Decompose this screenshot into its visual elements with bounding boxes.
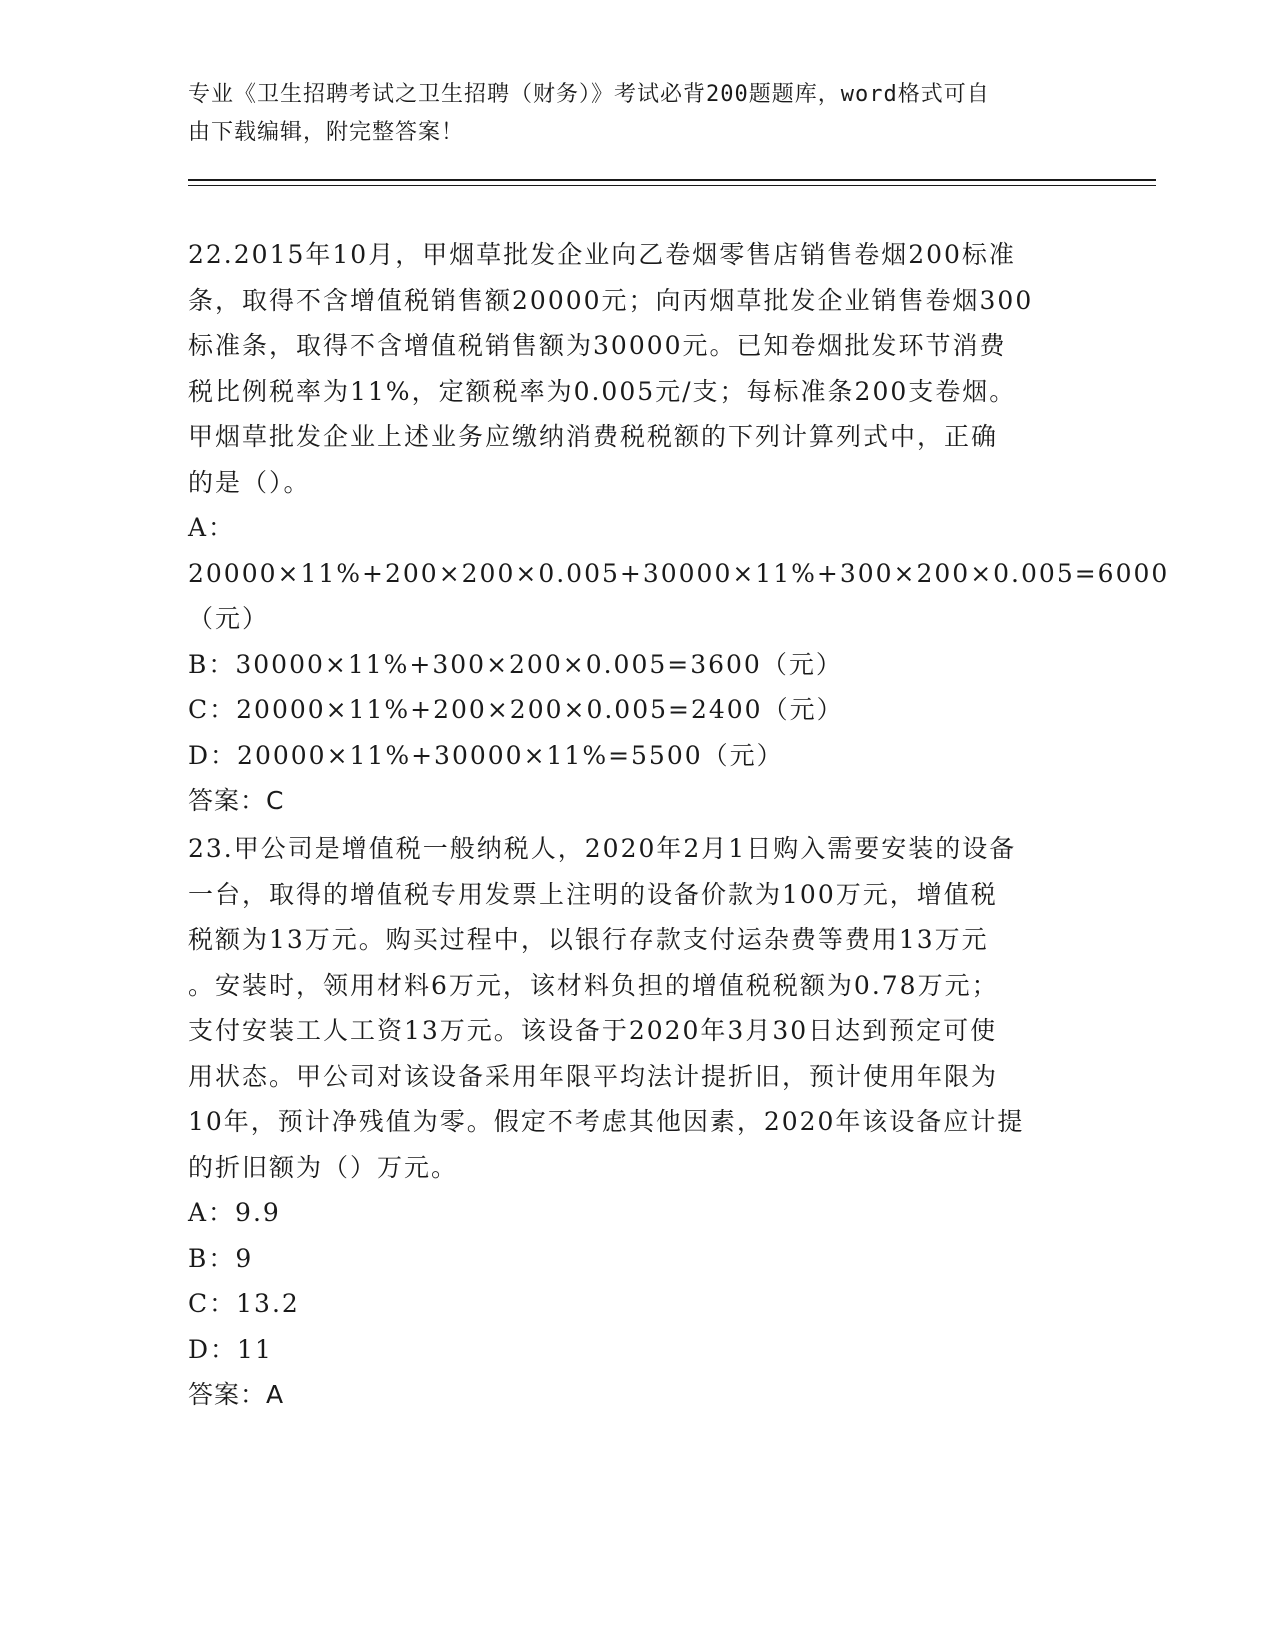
question-stem-line: 的折旧额为（）万元。 (188, 1152, 459, 1182)
question-stem-line: 甲烟草批发企业上述业务应缴纳消费税税额的下列计算列式中，正确 (188, 422, 999, 451)
question-stem-line: 的是（）。 (188, 467, 311, 497)
question-stem-line: 。安装时，领用材料6万元，该材料负担的增值税税额为0.78万元； (188, 970, 999, 1000)
answer: 答案：C (188, 786, 285, 815)
header-divider (188, 185, 1156, 186)
question-stem-line: 23.甲公司是增值税一般纳税人，2020年2月1日购入需要安装的设备 (188, 834, 1017, 863)
header-line: 由下载编辑，附完整答案！ (188, 120, 465, 145)
question-stem-line: 10年，预计净残值为零。假定不考虑其他因素，2020年该设备应计提 (188, 1107, 1025, 1136)
option-a: A：20000×11%+200×200×0.005+30000×11%+300×200×0.005=6000 (188, 513, 1170, 588)
question-22 (188, 232, 1170, 823)
question-stem-line: 条，取得不含增值税销售额20000元；向丙烟草批发企业销售卷烟300 (188, 285, 1034, 315)
option-b: B：9 (188, 1243, 254, 1273)
option-a-continued: （元） (188, 604, 270, 633)
question-stem-line: 22.2015年10月，甲烟草批发企业向乙卷烟零售店销售卷烟200标准 (188, 240, 1016, 269)
option-d: D：20000×11%+30000×11%=5500（元） (188, 740, 784, 770)
document-header (188, 76, 1088, 152)
question-stem-line: 一台，取得的增值税专用发票上注明的设备价款为100万元，增值税 (188, 879, 998, 909)
header-line: 专业《卫生招聘考试之卫生招聘（财务）》考试必背200题题库，word格式可自 (188, 82, 990, 107)
option-c: C：13.2 (188, 1289, 300, 1318)
option-a: A：9.9 (188, 1198, 281, 1227)
question-stem-line: 支付安装工人工资13万元。该设备于2020年3月30日达到预定可使 (188, 1016, 998, 1045)
option-b: B：30000×11%+300×200×0.005=3600（元） (188, 649, 843, 679)
question-stem-line: 用状态。甲公司对该设备采用年限平均法计提折旧，预计使用年限为 (188, 1061, 999, 1091)
question-stem-line: 标准条，取得不含增值税销售额为30000元。已知卷烟批发环节消费 (188, 331, 1007, 360)
option-c: C：20000×11%+200×200×0.005=2400（元） (188, 695, 844, 724)
question-stem-line: 税比例税率为11%，定额税率为0.005元/支；每标准条200支卷烟。 (188, 376, 1017, 406)
question-23 (188, 826, 1088, 1417)
question-stem-line: 税额为13万元。购买过程中，以银行存款支付运杂费等费用13万元 (188, 925, 989, 954)
answer: 答案：A (188, 1380, 285, 1409)
header-divider (188, 179, 1156, 181)
option-d: D：11 (188, 1334, 273, 1364)
